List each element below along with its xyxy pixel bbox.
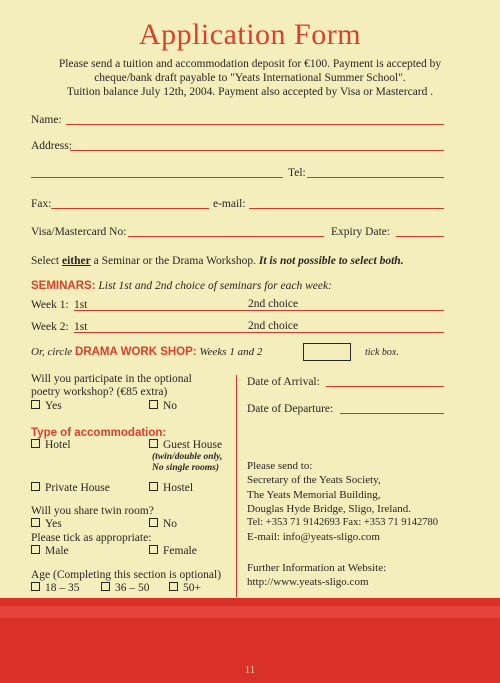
fax-field[interactable] (51, 208, 209, 209)
arrival-field[interactable] (326, 386, 444, 387)
guest-house-option[interactable] (149, 439, 222, 451)
poetry-yes-option[interactable] (31, 400, 62, 412)
arrival-label: Date of Arrival: (247, 376, 320, 388)
form-title: Application Form (138, 18, 362, 51)
week2-second: 2nd choice (248, 320, 299, 332)
name-label: Name: (31, 114, 62, 126)
poetry-yes-label: Yes (45, 400, 62, 412)
card-label: Visa/Mastercard No: (31, 226, 127, 238)
expiry-label: Expiry Date: (331, 226, 391, 238)
female-option[interactable] (149, 545, 197, 557)
guest-house-checkbox[interactable] (149, 439, 158, 448)
drama-heading: DRAMA WORK SHOP: (75, 346, 197, 358)
twin-yes-option[interactable] (31, 518, 62, 530)
poetry-question-1: Will you participate in the optional (31, 373, 192, 385)
age-50-plus-label: 50+ (183, 582, 201, 594)
drama-tick-box[interactable] (303, 343, 351, 361)
week1-second: 2nd choice (248, 298, 299, 310)
departure-field[interactable] (340, 413, 444, 414)
departure-label: Date of Departure: (247, 403, 334, 415)
age-18-35-label: 18 – 35 (45, 582, 80, 594)
address-label: Address: (31, 140, 72, 152)
column-divider (236, 375, 237, 597)
hostel-label: Hostel (163, 482, 194, 494)
age-50-plus-option[interactable] (169, 582, 201, 594)
twin-no-label: No (163, 518, 178, 530)
week1-field[interactable] (74, 310, 444, 311)
male-checkbox[interactable] (31, 545, 40, 554)
poetry-no-checkbox[interactable] (149, 400, 158, 409)
tel-field[interactable] (307, 177, 444, 178)
drama-row (31, 346, 262, 358)
hotel-checkbox[interactable] (31, 439, 40, 448)
send-heading: Please send to: (247, 460, 313, 472)
seminars-instruction: List 1st and 2nd choice of seminars for each week: (98, 280, 332, 292)
hostel-checkbox[interactable] (149, 482, 158, 491)
hotel-option[interactable] (31, 439, 71, 451)
male-label: Male (45, 545, 69, 557)
week1-label: Week 1: (31, 299, 69, 311)
age-50-plus-checkbox[interactable] (169, 582, 178, 591)
send-to-block (247, 459, 438, 545)
twin-question: Will you share twin room? (31, 505, 154, 517)
email-label: e-mail: (213, 198, 246, 210)
select-either: either (61, 255, 91, 267)
male-option[interactable] (31, 545, 69, 557)
age-question: Age (Completing this section is optional) (31, 569, 222, 581)
send-line-5: E-mail: info@yeats-sligo.com (247, 531, 380, 544)
poetry-no-label: No (163, 400, 178, 412)
tel-label: Tel: (288, 167, 306, 179)
guest-house-label: Guest House (163, 439, 223, 451)
private-house-label: Private House (45, 482, 110, 494)
seminars-heading: SEMINARS: (31, 280, 96, 292)
website-url: http://www.yeats-sligo.com (247, 576, 369, 589)
private-house-checkbox[interactable] (31, 482, 40, 491)
drama-weeks: Weeks 1 and 2 (199, 346, 263, 358)
week2-first: 1st (74, 321, 88, 333)
intro-line-1: Please send a tuition and accommodation deposit for €100. Payment is accepted by (58, 58, 442, 70)
poetry-yes-checkbox[interactable] (31, 400, 40, 409)
age-18-35-checkbox[interactable] (31, 582, 40, 591)
send-line-1: Secretary of the Yeats Society, (247, 474, 381, 487)
twin-no-checkbox[interactable] (149, 518, 158, 527)
intro-line-3: Tuition balance July 12th, 2004. Payment also accepted by Visa or Mastercard . (66, 86, 434, 98)
select-middle: a Seminar or the Drama Workshop. (93, 255, 256, 267)
intro-line-2: cheque/bank draft payable to "Yeats International Summer School". (94, 72, 406, 84)
age-36-50-checkbox[interactable] (101, 582, 110, 591)
send-line-4: Tel: +353 71 9142693 Fax: +353 71 9142780 (247, 517, 439, 529)
card-field[interactable] (128, 236, 324, 237)
name-field[interactable] (66, 124, 444, 125)
twin-no-option[interactable] (149, 518, 177, 530)
send-line-2: The Yeats Memorial Building, (247, 488, 381, 501)
page-number: 11 (244, 664, 256, 676)
accommodation-heading: Type of accommodation: (31, 427, 167, 439)
send-line-3: Douglas Hyde Bridge, Sligo, Ireland. (247, 502, 412, 515)
footer-stripe (0, 606, 500, 618)
twin-yes-checkbox[interactable] (31, 518, 40, 527)
poetry-question-2: poetry workshop? (€85 extra) (31, 386, 168, 398)
select-note: It is not possible to select both. (258, 255, 404, 267)
age-18-35-option[interactable] (31, 582, 80, 594)
hostel-option[interactable] (149, 482, 193, 494)
guest-house-note-2: No single rooms) (152, 463, 220, 473)
expiry-field[interactable] (396, 236, 444, 237)
gender-question: Please tick as appropriate: (31, 532, 152, 544)
website-heading: Further Information at Website: (247, 562, 387, 574)
age-36-50-option[interactable] (101, 582, 150, 594)
drama-prefix: Or, circle (31, 346, 73, 358)
week1-first: 1st (74, 299, 88, 311)
hotel-label: Hotel (45, 439, 71, 451)
website-block (247, 561, 386, 590)
guest-house-note-1: (twin/double only, (152, 452, 223, 462)
week2-label: Week 2: (31, 321, 69, 333)
week2-field[interactable] (74, 332, 444, 333)
female-checkbox[interactable] (149, 545, 158, 554)
private-house-option[interactable] (31, 482, 110, 494)
address-field-1[interactable] (70, 150, 444, 151)
female-label: Female (163, 545, 197, 557)
fax-label: Fax: (31, 198, 52, 210)
age-36-50-label: 36 – 50 (115, 582, 150, 594)
poetry-no-option[interactable] (149, 400, 177, 412)
select-instruction (31, 255, 404, 267)
select-prefix: Select (31, 255, 60, 267)
drama-tick-label: tick box. (365, 347, 399, 358)
address-field-2[interactable] (31, 177, 283, 178)
twin-yes-label: Yes (45, 518, 62, 530)
email-field[interactable] (249, 208, 444, 209)
seminars-row (31, 280, 332, 292)
